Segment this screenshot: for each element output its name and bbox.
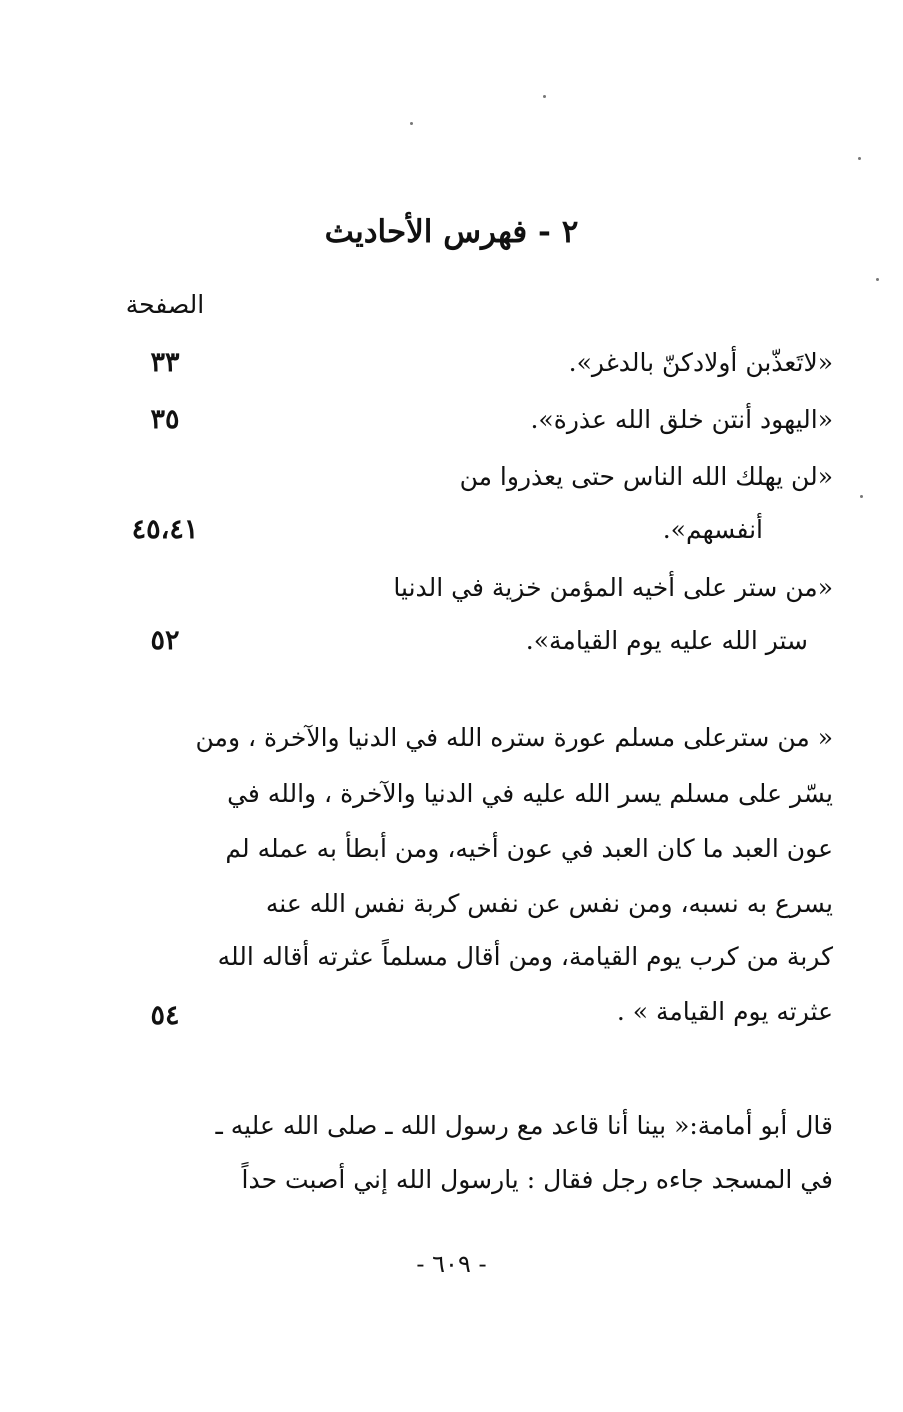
entry-2-page: ٣٥	[150, 404, 180, 435]
entry-1-page: ٣٣	[150, 347, 180, 378]
entry-3-line-2: أنفسهم».	[662, 515, 763, 544]
scan-speck	[876, 278, 879, 281]
entry-5-page: ٥٤	[150, 1000, 180, 1031]
entry-6-line-1: قال أبو أمامة:« بينا أنا قاعد مع رسول الله ـ صلى الله عليه ـ	[215, 1111, 833, 1140]
scan-speck	[410, 122, 413, 125]
entry-5-line-1: « من سترعلى مسلم عورة ستره الله في الدنيا والآخرة ، ومن	[195, 723, 833, 752]
entry-4-line-2: ستر الله عليه يوم القيامة».	[525, 626, 808, 655]
entry-5-line-3: عون العبد ما كان العبد في عون أخيه، ومن أبطأ به عمله لم	[225, 834, 833, 863]
entry-5-line-5: كربة من كرب يوم القيامة، ومن أقال مسلماً عثرته أقاله الله	[217, 942, 833, 971]
entry-5-line-2: يسّر على مسلم يسر الله عليه في الدنيا والآخرة ، والله في	[227, 779, 833, 808]
page-title: ٢ - فهرس الأحاديث	[324, 214, 579, 250]
entry-1-line-1: «لاتَعذّبن أولادكنّ بالدغر».	[568, 348, 833, 377]
entry-5-line-6: عثرته يوم القيامة » .	[616, 997, 833, 1026]
entry-5-line-4: يسرع به نسبه، ومن نفس عن نفس كربة نفس الله عنه	[265, 889, 833, 918]
footer-page-number: - ٦٠٩ -	[416, 1250, 487, 1278]
entry-4-line-1: «من ستر على أخيه المؤمن خزية في الدنيا	[393, 573, 833, 602]
scan-speck	[858, 157, 861, 160]
entry-3-line-1: «لن يهلك الله الناس حتى يعذروا من	[459, 462, 833, 491]
entry-6-line-2: في المسجد جاءه رجل فقال : يارسول الله إني أصبت حداً	[241, 1165, 833, 1194]
entry-3-page: ٤٥،٤١	[131, 514, 199, 545]
scan-speck	[860, 495, 863, 498]
entry-4-page: ٥٢	[150, 625, 180, 656]
entry-2-line-1: «اليهود أنتن خلق الله عذرة».	[530, 405, 833, 434]
page-column-header: الصفحة	[125, 290, 205, 319]
scan-speck	[543, 95, 546, 98]
